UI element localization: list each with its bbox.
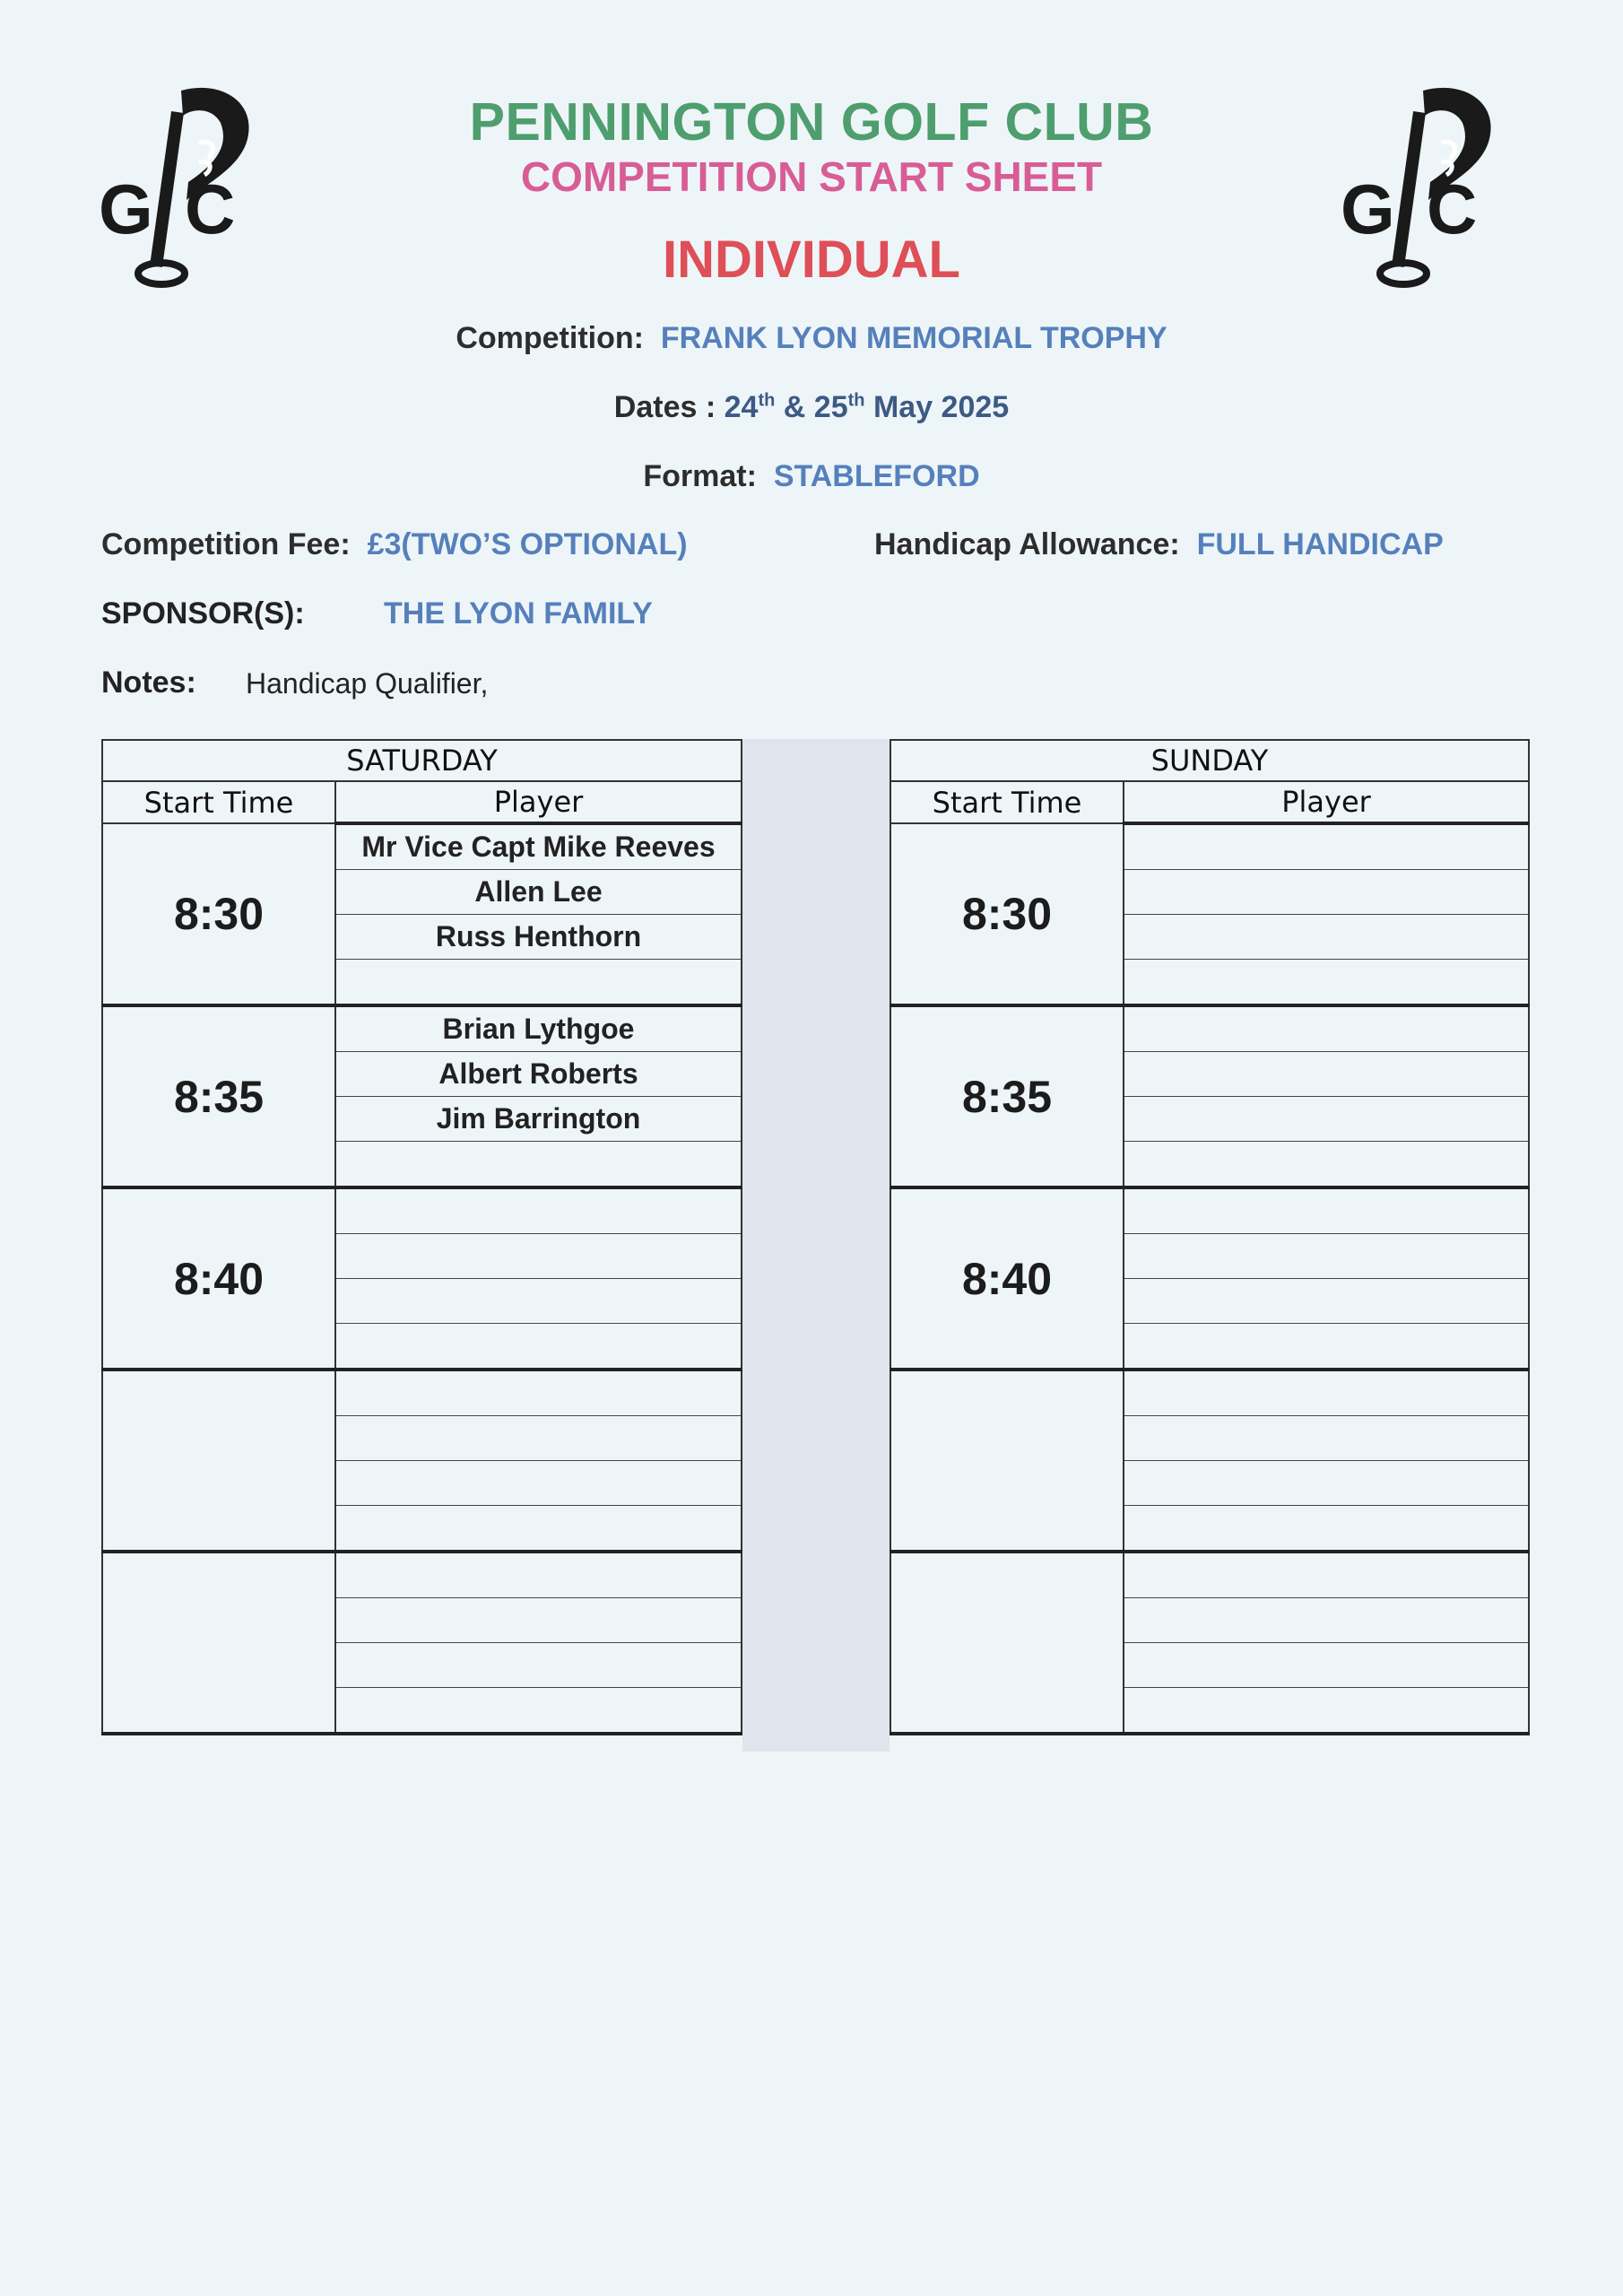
notes-value: Handicap Qualifier, bbox=[246, 667, 489, 700]
competition-type: INDIVIDUAL bbox=[663, 230, 960, 289]
start-time: 8:40 bbox=[890, 1187, 1124, 1370]
player-name bbox=[1124, 1324, 1529, 1370]
player-name bbox=[1124, 1142, 1529, 1188]
notes-label: Notes: bbox=[101, 665, 196, 700]
player-name bbox=[335, 1688, 742, 1735]
sunday-col-player: Player bbox=[1124, 781, 1529, 823]
player-name: Jim Barrington bbox=[335, 1097, 742, 1142]
player-name bbox=[1124, 870, 1529, 915]
fee-line bbox=[101, 527, 688, 562]
sunday-col-time: Start Time bbox=[890, 781, 1124, 823]
table-row bbox=[890, 1552, 1529, 1598]
table-row bbox=[102, 823, 742, 870]
start-time: 8:35 bbox=[102, 1005, 335, 1187]
fee-label: Competition Fee: bbox=[101, 527, 351, 561]
player-name bbox=[1124, 1643, 1529, 1688]
player-name bbox=[335, 1234, 742, 1279]
player-name bbox=[335, 1598, 742, 1643]
table-row bbox=[890, 1005, 1529, 1052]
handicap-label: Handicap Allowance: bbox=[874, 527, 1180, 561]
start-time: 8:30 bbox=[890, 823, 1124, 1005]
player-name bbox=[1124, 1187, 1529, 1234]
svg-text:C: C bbox=[1427, 170, 1478, 248]
format-label: Format: bbox=[643, 459, 757, 493]
table-row bbox=[890, 823, 1529, 870]
player-name bbox=[1124, 1370, 1529, 1416]
player-name bbox=[335, 1279, 742, 1324]
competition-line bbox=[0, 321, 1623, 356]
player-name bbox=[1124, 1416, 1529, 1461]
saturday-col-time: Start Time bbox=[102, 781, 335, 823]
sheet-title: COMPETITION START SHEET bbox=[520, 153, 1103, 200]
player-name bbox=[1124, 1005, 1529, 1052]
player-name bbox=[335, 1461, 742, 1506]
sponsor-label: SPONSOR(S): bbox=[101, 596, 305, 631]
table-row bbox=[102, 1187, 742, 1234]
player-name bbox=[335, 1324, 742, 1370]
player-name bbox=[1124, 823, 1529, 870]
svg-text:G: G bbox=[99, 170, 153, 248]
fee-value: £3(TWO’S OPTIONAL) bbox=[367, 527, 688, 561]
player-name bbox=[335, 960, 742, 1006]
table-row bbox=[102, 1552, 742, 1598]
start-time: 8:35 bbox=[890, 1005, 1124, 1187]
center-gap bbox=[742, 739, 890, 1752]
player-name: Russ Henthorn bbox=[335, 915, 742, 960]
player-name bbox=[1124, 1279, 1529, 1324]
competition-label: Competition: bbox=[456, 321, 644, 355]
handicap-value: FULL HANDICAP bbox=[1196, 527, 1444, 561]
dates-label: Dates : bbox=[613, 390, 716, 424]
player-name bbox=[1124, 1052, 1529, 1097]
dates-line bbox=[0, 390, 1623, 425]
sunday-start-sheet bbox=[890, 739, 1530, 1735]
player-name bbox=[1124, 1461, 1529, 1506]
player-name bbox=[1124, 1097, 1529, 1142]
player-name: Albert Roberts bbox=[335, 1052, 742, 1097]
svg-text:G: G bbox=[1341, 170, 1395, 248]
player-name bbox=[335, 1370, 742, 1416]
svg-text:C: C bbox=[185, 170, 236, 248]
player-name: Allen Lee bbox=[335, 870, 742, 915]
table-row bbox=[890, 1370, 1529, 1416]
club-name: PENNINGTON GOLF CLUB bbox=[469, 92, 1154, 152]
player-name bbox=[335, 1643, 742, 1688]
start-time bbox=[102, 1552, 335, 1734]
competition-value: FRANK LYON MEMORIAL TROPHY bbox=[660, 321, 1167, 355]
player-name: Brian Lythgoe bbox=[335, 1005, 742, 1052]
start-time bbox=[890, 1370, 1124, 1552]
player-name: Mr Vice Capt Mike Reeves bbox=[335, 823, 742, 870]
start-time bbox=[102, 1370, 335, 1552]
saturday-header: SATURDAY bbox=[102, 740, 742, 781]
player-name bbox=[1124, 960, 1529, 1006]
player-name bbox=[1124, 915, 1529, 960]
format-value: STABLEFORD bbox=[773, 459, 980, 493]
saturday-start-sheet bbox=[101, 739, 742, 1735]
player-name bbox=[335, 1142, 742, 1188]
dates-value: 24th & 25th May 2025 bbox=[724, 390, 1010, 424]
sunday-header: SUNDAY bbox=[890, 740, 1529, 781]
player-name bbox=[335, 1506, 742, 1552]
table-row bbox=[102, 1370, 742, 1416]
player-name bbox=[1124, 1598, 1529, 1643]
player-name bbox=[1124, 1552, 1529, 1598]
player-name bbox=[335, 1187, 742, 1234]
sponsor-value: THE LYON FAMILY bbox=[384, 596, 653, 631]
player-name bbox=[1124, 1506, 1529, 1552]
player-name bbox=[1124, 1688, 1529, 1735]
player-name bbox=[335, 1416, 742, 1461]
player-name bbox=[1124, 1234, 1529, 1279]
start-time: 8:30 bbox=[102, 823, 335, 1005]
start-time: 8:40 bbox=[102, 1187, 335, 1370]
table-row bbox=[890, 1187, 1529, 1234]
table-row bbox=[102, 1005, 742, 1052]
saturday-col-player: Player bbox=[335, 781, 742, 823]
format-line bbox=[0, 459, 1623, 494]
start-time bbox=[890, 1552, 1124, 1734]
handicap-line bbox=[874, 527, 1444, 562]
player-name bbox=[335, 1552, 742, 1598]
